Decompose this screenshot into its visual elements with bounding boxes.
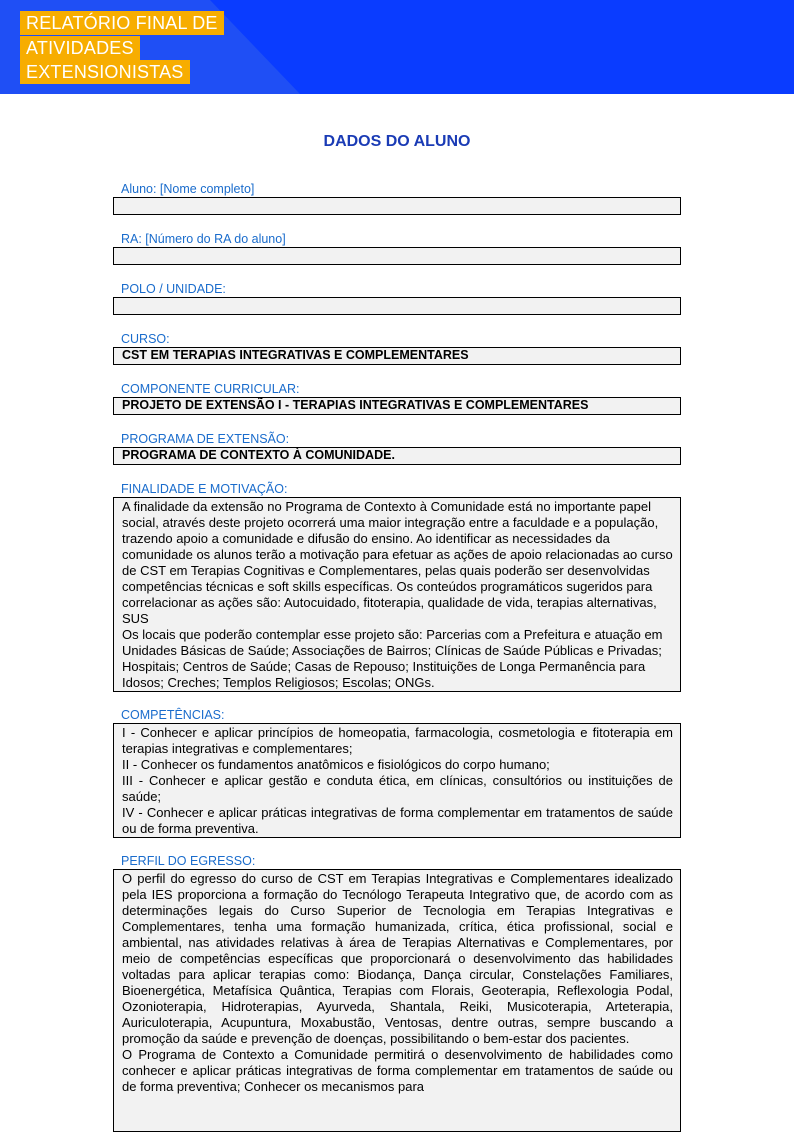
competencia-item-3: III - Conhecer e aplicar gestão e conduta ética, em clínicas, consultórios ou instituições de saúde; [122,773,673,804]
aluno-field[interactable] [113,197,681,215]
competencias-field[interactable] [113,723,681,838]
competencia-item-4: IV - Conhecer e aplicar práticas integrativas de forma complementar em tratamentos de saúde ou de forma preventiva. [122,805,673,836]
report-title-line-1: RELATÓRIO FINAL DE [20,11,224,35]
polo-label: POLO / UNIDADE: [121,282,226,296]
competencias-label: COMPETÊNCIAS: [121,708,225,722]
programa-field[interactable]: PROGRAMA DE CONTEXTO À COMUNIDADE. [113,447,681,465]
perfil-field[interactable] [113,869,681,1132]
ra-label: RA: [Número do RA do aluno] [121,232,286,246]
finalidade-field[interactable] [113,497,681,692]
programa-label: PROGRAMA DE EXTENSÃO: [121,432,290,446]
report-title-line-2: ATIVIDADES [20,36,140,60]
perfil-label: PERFIL DO EGRESSO: [121,854,256,868]
polo-field[interactable] [113,297,681,315]
perfil-paragraph-1: O perfil do egresso do curso de CST em Terapias Integrativas e Complementares idealizado pela IES proporciona a formação do Tecnólogo Terapeuta Integrativo que, de acordo com as determinações legais do Curso Superior de Tecnologia em Terapias Integrativas e Complementares, tenha uma formação humanizada, crítica, ética profissional, social e ambiental, nas atividades relativas à área de Terapias Alternativas e Complementares, por meio de competências específicas que proporcionará o desenvolvimento das habilidades voltadas para aplicar terapias como: Biodança, Dança circular, Constelações Familiares, Bioenergética, Metafísica Quântica, Terapias com Florais, Geoterapia, Reflexologia Podal, Ozonioterapia, Hidroterapias, Ayurveda, Shantala, Reiki, Musicoterapia, Arteterapia, Auriculoterapia, Acupuntura, Moxabustão, Ventosas, dentre outras, sempre buscando a promoção da saúde e prevenção de doenças, possibilitando o bem-estar dos pacientes. [122,871,673,1046]
competencia-item-2: II - Conhecer os fundamentos anatômicos e fisiológicos do corpo humano; [122,757,550,772]
aluno-label: Aluno: [Nome completo] [121,182,255,196]
finalidade-paragraph-2: Os locais que poderão contemplar esse projeto são: Parcerias com a Prefeitura e atuação em Unidades Básicas de Saúde; Associações de Bairros; Clínicas de Saúde Públicas e Privadas; Hospitais; Centros de Saúde; Casas de Repouso; Instituições de Longa Permanência para Idosos; Creches; Templos Religiosos; Escolas; ONGs. [122,627,663,690]
report-banner [0,0,794,94]
componente-field[interactable]: PROJETO DE EXTENSÃO I - TERAPIAS INTEGRATIVAS E COMPLEMENTARES [113,397,681,415]
curso-field[interactable]: CST EM TERAPIAS INTEGRATIVAS E COMPLEMENTARES [113,347,681,365]
competencia-item-1: I - Conhecer e aplicar princípios de homeopatia, farmacologia, cosmetologia e fitoterapia em terapias integrativas e complementares; [122,725,673,756]
section-title: DADOS DO ALUNO [323,133,471,150]
finalidade-paragraph-1: A finalidade da extensão no Programa de Contexto à Comunidade está no importante papel social, através deste projeto ocorrerá uma maior integração entre a faculdade e a população, trazendo apoio a comunidade e difusão do ensino. Ao identificar as necessidades da comunidade os alunos terão a motivação para efetuar as ações de apoio relacionadas ao curso de CST em Terapias Cognitivas e Complementares, pelas quais poderão ser desenvolvidas competências técnicas e soft skills específicas. Os conteúdos programáticos sugeridos para correlacionar as ações são: Autocuidado, fitoterapia, qualidade de vida, terapias alternativas, SUS [122,499,673,626]
perfil-paragraph-2: O Programa de Contexto a Comunidade permitirá o desenvolvimento de habilidades como conhecer e aplicar práticas integrativas de forma complementar em tratamentos de saúde ou de forma preventiva; Conhecer os mecanismos para [122,1047,673,1094]
ra-field[interactable] [113,247,681,265]
componente-label: COMPONENTE CURRICULAR: [121,382,300,396]
curso-label: CURSO: [121,332,170,346]
report-title-line-3: EXTENSIONISTAS [20,60,190,84]
finalidade-label: FINALIDADE E MOTIVAÇÃO: [121,482,288,496]
